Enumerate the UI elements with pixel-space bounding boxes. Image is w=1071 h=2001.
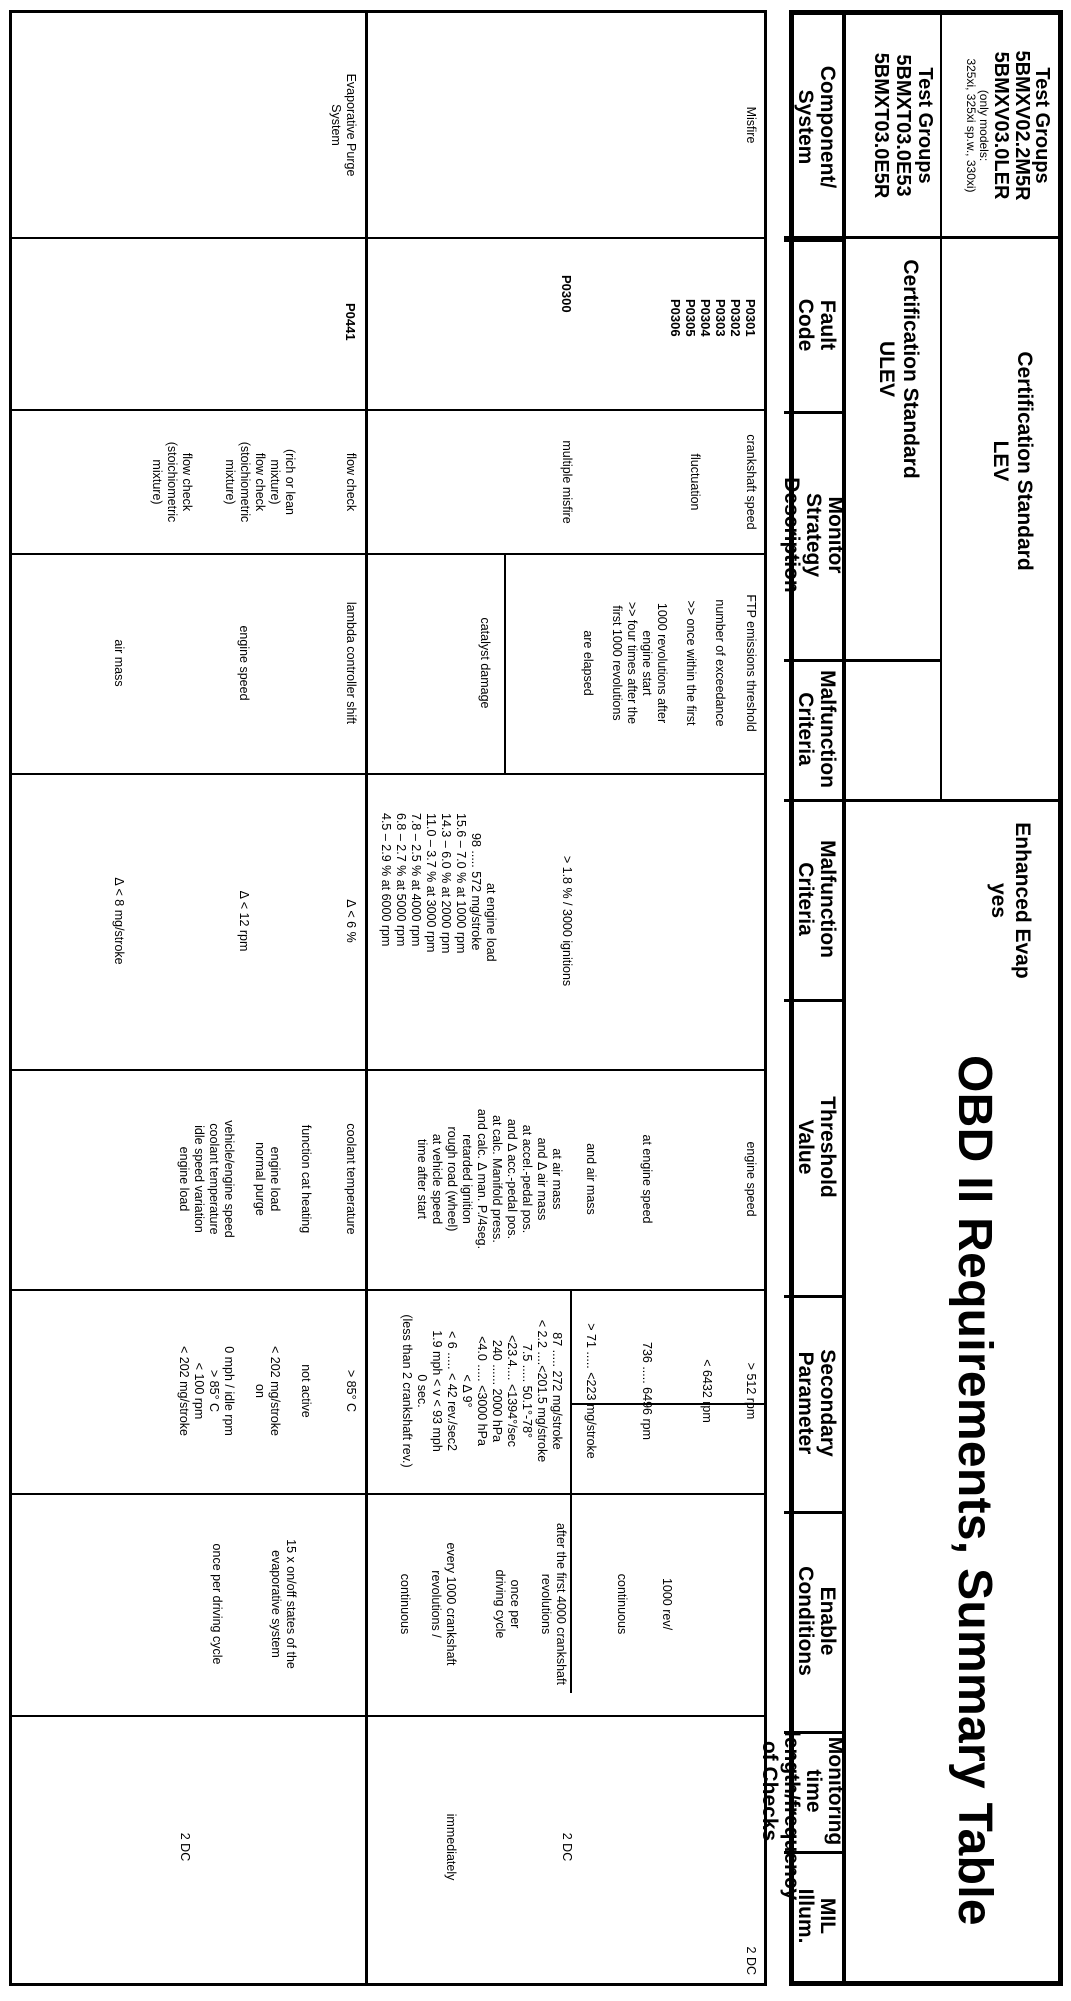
secondary-text: retarded ignition [460, 1134, 474, 1224]
mil-misfire-b: 2 DC [560, 1832, 574, 1862]
col-header-enable [784, 1511, 846, 1731]
row-divider [365, 13, 368, 1983]
criteria-text: FTP emissions threshold [744, 594, 758, 732]
enable-text: <4.0 ..... <3000 hPa [475, 1336, 489, 1446]
secondary-at-engine-speed: at engine speed [640, 1134, 654, 1224]
monitoring-text: revolutions / [429, 1570, 443, 1638]
threshold-catalyst-damage [378, 813, 498, 1063]
col-header-text: Criteria [794, 692, 817, 766]
page-title: OBD II Requirements, Summary Table [948, 1055, 1001, 1926]
col-header-text: Conditions [794, 1566, 817, 1676]
enable-text: 0 sec. [415, 1374, 429, 1408]
fault-code: P0306 [668, 299, 683, 337]
monitor-text: (stoichiometric [165, 441, 179, 523]
enable-text: < Δ 9° [460, 1374, 474, 1408]
summary-table-body [9, 10, 767, 1986]
col-header-text: Monitoring time [802, 1736, 847, 1846]
mil-misfire-c: immediately [444, 1813, 458, 1881]
threshold-text: Δ < 8 mg/stroke [112, 877, 126, 965]
page-title-cell [852, 1055, 1052, 1975]
cert-standard-value: LEV [989, 440, 1012, 482]
secondary-text: coolant temperature [344, 1123, 358, 1235]
monitor-crankshaft-speed: crankshaft speed [744, 434, 758, 530]
criteria-text: first 1000 revolutions [610, 605, 624, 721]
secondary-text: normal purge [253, 1142, 267, 1216]
fault-code: P0302 [728, 299, 743, 337]
col-header-text: Illum. [794, 1888, 817, 1944]
secondary-engine-speed: engine speed [744, 1141, 758, 1217]
col-header-text: Code [794, 298, 817, 352]
threshold-text: 14.3 – 6.0 % at 2000 rpm [439, 813, 453, 954]
enable-text: 1.9 mph < v < 93 mph [430, 1330, 444, 1452]
monitor-text: flow check [180, 452, 194, 512]
enable-air-mass-range: > 71 ..... <223 mg/stroke [584, 1323, 598, 1459]
col-header-text: Fault [816, 299, 839, 351]
threshold-text: 15.6 – 7.0 % at 1000 rpm [454, 813, 468, 954]
col-header-text: Strategy [802, 492, 825, 578]
criteria-text: >> once within the first [684, 600, 698, 726]
enable-evap [176, 1293, 358, 1489]
monitor-multiple-misfire: multiple misfire [560, 440, 574, 524]
monitoring-text: 15 x on/off states of the [284, 1539, 298, 1669]
monitoring-text: after the first 4000 crankshaft [554, 1523, 568, 1685]
threshold-text: 11.0 – 3.7 % at 3000 rpm [424, 813, 438, 953]
secondary-text: rough road (wheel) [445, 1126, 459, 1232]
monitoring-every-1000 [397, 1497, 458, 1711]
enable-text: <23.4.... <1394°/sec [505, 1334, 519, 1448]
enable-text: < 202 mg/stroke [177, 1346, 191, 1436]
monitoring-1000-rev [614, 1497, 674, 1711]
fault-code: P0305 [683, 299, 698, 337]
enable-text: 0 mph / idle rpm [222, 1346, 236, 1436]
fault-code: P0301 [743, 299, 758, 337]
col-header-text: Malfunction [816, 670, 839, 788]
component-text: System [329, 104, 343, 146]
threshold-text: Δ < 12 rpm [237, 890, 251, 952]
secondary-text: and Δ acc.-pedal pos. [505, 1118, 519, 1240]
col-header-text: length/frequency [780, 1731, 803, 1901]
fault-code: P0304 [698, 299, 713, 337]
divider [12, 553, 764, 555]
col-header-text: Monitor [824, 496, 847, 574]
test-group-code: 5BMXT03.0E5R [870, 52, 892, 199]
col-header-text: Secondary [816, 1349, 839, 1457]
col-header-malfunction-criteria [784, 799, 846, 999]
enable-text: (less than 2 crankshaft rev.) [400, 1314, 414, 1468]
enable-conditions [399, 1293, 564, 1489]
monitoring-text: 1000 rev/ [660, 1577, 674, 1631]
fault-code: P0303 [713, 299, 728, 337]
enable-text: not active [299, 1364, 313, 1418]
col-header-text: Criteria [794, 862, 817, 936]
secondary-text: coolant temperature [207, 1123, 221, 1235]
test-group-note: (only models: [977, 89, 991, 162]
secondary-parameters [414, 1073, 564, 1285]
enable-text: < 6 ..... < 42 rev./sec2 [445, 1331, 459, 1451]
col-header-fault-code [784, 239, 846, 411]
col-header-secondary [784, 1295, 846, 1511]
monitoring-text: revolutions [539, 1573, 553, 1635]
enable-text: 87 ..... 272 mg/stroke [550, 1332, 564, 1450]
monitoring-text: driving cycle [493, 1569, 507, 1639]
monitor-text: mixture) [150, 459, 164, 505]
enable-text: > 85° C [207, 1369, 221, 1413]
col-header-component [784, 15, 846, 239]
col-header-text: MIL [816, 1897, 839, 1935]
criteria-text: engine speed [237, 625, 251, 701]
secondary-evap [176, 1073, 358, 1285]
secondary-text: time after start [415, 1139, 429, 1219]
col-header-mil [784, 1851, 846, 1981]
monitor-text: flow check [253, 452, 267, 512]
secondary-text: and Δ air mass [535, 1137, 549, 1221]
secondary-text: at calc. Manifold press. [490, 1115, 504, 1243]
divider [572, 1403, 764, 1405]
mil-evap: 2 DC [178, 1832, 192, 1862]
criteria-text: number of exceedance [713, 599, 727, 727]
divider [12, 409, 764, 411]
col-header-text: Malfunction [816, 840, 839, 958]
criteria-text: air mass [112, 639, 126, 687]
enable-engine-speed-min: > 512 rpm [744, 1362, 758, 1420]
criteria-text: are elapsed [581, 630, 595, 696]
col-header-text: Component/ [816, 65, 839, 189]
criteria-text: >> four times after the [625, 601, 639, 725]
col-header-text: Threshold [816, 1096, 839, 1198]
monitor-text: mixture) [268, 459, 282, 505]
divider [12, 237, 764, 239]
monitoring-text: continuous [398, 1573, 412, 1635]
test-group-code: 5BMXV03.0LER [990, 51, 1012, 200]
enable-speed-range: 736 ..... 6496 rpm [640, 1342, 654, 1440]
monitor-text: mixture) [223, 459, 237, 505]
divider [12, 1493, 764, 1495]
component-misfire: Misfire [744, 106, 758, 144]
secondary-text: vehicle/engine speed [222, 1120, 236, 1238]
enhanced-evap-value: yes [987, 882, 1010, 919]
col-header-text: Value [794, 1119, 817, 1175]
divider [12, 773, 764, 775]
threshold-misfire-ftp: > 1.8 % / 3000 ignitions [560, 855, 574, 987]
secondary-text: idle speed variation [192, 1125, 206, 1233]
cert-standard-label: Certification Standard [899, 259, 922, 479]
col-header-text: System [794, 89, 817, 165]
col-header-malfunction [784, 659, 846, 799]
monitoring-text: evaporative system [269, 1550, 283, 1658]
secondary-and-air-mass: and air mass [584, 1143, 598, 1215]
divider [504, 553, 506, 773]
enable-text: < 202 mg/stroke [268, 1346, 282, 1436]
monitoring-after-4000 [492, 1497, 568, 1711]
criteria-text: 1000 revolutions after [655, 602, 669, 724]
cert-standard-value: ULEV [875, 340, 898, 397]
enable-text: 7.5 ..... 50.1°-78° [520, 1343, 534, 1439]
secondary-text: engine load [177, 1146, 191, 1212]
monitoring-evap [209, 1497, 298, 1711]
test-groups-lev [940, 15, 1058, 236]
threshold-text: 7.8 – 2.5 % at 4000 rpm [409, 813, 423, 947]
secondary-text: function cat heating [299, 1124, 313, 1234]
secondary-text: and calc. Δ man. P./4seg. [475, 1108, 489, 1250]
enhanced-evap-cell [846, 799, 1058, 999]
criteria-text: engine start [640, 630, 654, 696]
cert-standard-label: Certification Standard [1013, 351, 1036, 571]
malfunction-catalyst-damage: catalyst damage [478, 617, 492, 709]
threshold-text: 6.8 – 2.7 % at 5000 rpm [394, 813, 408, 947]
monitor-evap [149, 413, 358, 551]
divider [570, 1289, 572, 1693]
col-header-text: Parameter [794, 1351, 817, 1455]
threshold-evap [111, 777, 358, 1065]
col-header-text: of Checks [758, 1740, 781, 1842]
monitor-text: flow check [344, 452, 358, 512]
monitor-text: (stoichiometric [238, 441, 252, 523]
test-group-note: 325xi, 325xi sp.w., 330xi) [964, 58, 978, 193]
cert-standard-lev [940, 239, 1058, 799]
component-text: Evaporative Purge [344, 73, 358, 177]
fault-code-multiple: P0300 [559, 275, 574, 313]
threshold-text: 4.5 – 2.9 % at 6000 rpm [379, 813, 393, 947]
enable-text: 240 ...... 2000 hPa [490, 1339, 504, 1443]
enable-text: < 100 rpm [192, 1362, 206, 1420]
col-header-threshold [784, 999, 846, 1295]
col-header-monitor-strategy [780, 411, 847, 659]
secondary-text: engine load [268, 1146, 282, 1212]
criteria-text: lambda controller shift [344, 601, 358, 725]
threshold-text: Δ < 6 % [344, 899, 358, 943]
test-group-code: 5BMXV02.2M5R [1011, 50, 1033, 201]
test-groups-label: Test Groups [914, 67, 936, 184]
monitor-text: (rich or lean [283, 449, 297, 515]
enable-engine-speed-max: < 6432 rpm [700, 1359, 714, 1423]
enhanced-evap-label: Enhanced Evap [1011, 822, 1034, 979]
malfunction-criteria-evap [111, 557, 358, 769]
threshold-text: 98 ..... 572 mg/stroke [469, 833, 483, 951]
component-evaporative-purge [328, 13, 358, 237]
monitor-fluctuation: fluctuation [688, 453, 702, 511]
cert-standard-ulev [846, 239, 940, 659]
enable-text: < 2.2 ....<201.5 mg/stroke [535, 1319, 549, 1463]
col-header-text: Description [780, 477, 803, 593]
fault-codes-cylinder [668, 299, 758, 337]
test-groups-label: Test Groups [1031, 67, 1053, 184]
fault-code-evap: P0441 [343, 303, 358, 341]
malfunction-criteria-misfire [580, 557, 758, 769]
divider [12, 1289, 764, 1291]
summary-table-header [758, 10, 1063, 1986]
mil-misfire-a: 2 DC [744, 1946, 758, 1975]
divider [12, 1069, 764, 1071]
test-group-code: 5BMXT03.0E53 [892, 54, 914, 197]
monitoring-text: every 1000 crankshaft [444, 1542, 458, 1666]
secondary-text: at vehicle speed [430, 1133, 444, 1225]
divider [12, 1715, 764, 1717]
enable-text: > 85° C [344, 1369, 358, 1413]
monitoring-text: once per driving cycle [210, 1543, 224, 1665]
secondary-text: at air mass [550, 1148, 564, 1210]
monitoring-text: continuous [615, 1573, 629, 1635]
col-header-text: Enable [816, 1586, 839, 1656]
secondary-text: at accel.-pedal pos. [520, 1124, 534, 1234]
monitoring-text: once per [508, 1579, 522, 1629]
test-groups-ulev [846, 15, 940, 236]
enable-text: on [253, 1384, 267, 1398]
col-header-monitoring-time [758, 1731, 847, 1901]
threshold-text: at engine load [484, 883, 498, 962]
